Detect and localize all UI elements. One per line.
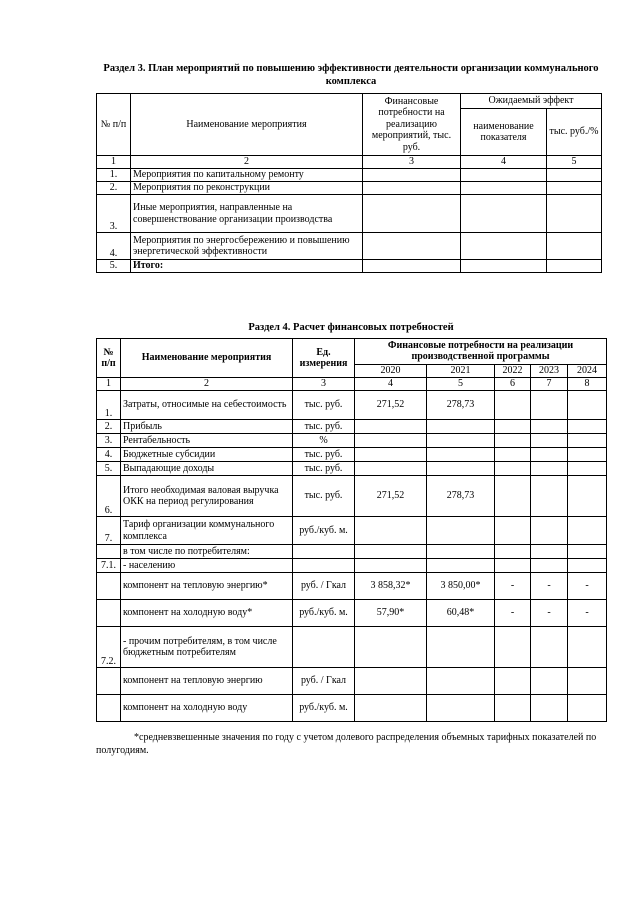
s4-row-num: 3. [97, 434, 121, 448]
s4-colnum: 3 [293, 378, 355, 391]
s4-colnum: 2 [121, 378, 293, 391]
s4-row-name: компонент на холодную воду* [121, 600, 293, 627]
s4-row-name: - населению [121, 559, 293, 573]
table-row [97, 695, 607, 722]
s4-col-numbers [97, 378, 607, 391]
s3-cell [363, 233, 461, 260]
s4-val-2022 [495, 476, 531, 517]
s4-row-unit [293, 627, 355, 668]
s3-row-num: 5. [97, 260, 131, 273]
s4-val-2022 [495, 391, 531, 420]
section3-title: Раздел 3. План мероприятий по повышению эффективности деятельности организации коммунального комплекса [103, 63, 599, 87]
s4-row-unit [293, 545, 355, 559]
s4-val-2022 [495, 559, 531, 573]
s3-header-effect: Ожидаемый эффект [461, 94, 602, 109]
s4-val-2023 [531, 391, 568, 420]
table-row [97, 476, 607, 517]
s4-year: 2022 [495, 364, 531, 377]
s4-val-2021 [427, 434, 495, 448]
s4-val-2024 [568, 627, 607, 668]
s4-row-unit: тыс. руб. [293, 391, 355, 420]
s4-val-2024 [568, 559, 607, 573]
s4-row-name: компонент на холодную воду [121, 695, 293, 722]
s4-val-2020: 271,52 [355, 391, 427, 420]
s4-val-2023 [531, 627, 568, 668]
s4-colnum: 8 [568, 378, 607, 391]
s3-cell [461, 182, 547, 195]
s4-val-2022 [495, 695, 531, 722]
s4-val-2020 [355, 448, 427, 462]
s4-val-2021 [427, 462, 495, 476]
s4-val-2020 [355, 668, 427, 695]
s3-row-name: Итого: [131, 260, 363, 273]
s3-cell [363, 195, 461, 233]
s4-val-2024 [568, 517, 607, 545]
s4-val-2022 [495, 627, 531, 668]
s3-header-finance: Финансовые потребности на реализацию мероприятий, тыс. руб. [363, 94, 461, 156]
s4-val-2020 [355, 434, 427, 448]
s3-cell [363, 169, 461, 182]
s4-row-unit: тыс. руб. [293, 476, 355, 517]
s4-val-2024 [568, 668, 607, 695]
s3-cell [461, 233, 547, 260]
s4-val-2024 [568, 695, 607, 722]
s4-val-2024 [568, 448, 607, 462]
table-row [97, 420, 607, 434]
s4-row-name: Выпадающие доходы [121, 462, 293, 476]
s4-val-2022 [495, 545, 531, 559]
s4-row-name: Тариф организации коммунального комплекса [121, 517, 293, 545]
s4-val-2023 [531, 559, 568, 573]
s4-colnum: 1 [97, 378, 121, 391]
s4-row-unit [293, 559, 355, 573]
table-row [97, 182, 602, 195]
s4-val-2023: - [531, 573, 568, 600]
s4-row-num [97, 573, 121, 600]
s4-val-2021 [427, 559, 495, 573]
s4-row-unit: руб./куб. м. [293, 695, 355, 722]
s4-header-num: № п/п [97, 339, 121, 378]
s3-cell [547, 169, 602, 182]
s4-val-2023 [531, 434, 568, 448]
s4-val-2021 [427, 695, 495, 722]
s4-row-num: 7.2. [97, 627, 121, 668]
s4-val-2021 [427, 517, 495, 545]
table-row [97, 462, 607, 476]
s4-val-2020 [355, 545, 427, 559]
s4-val-2020 [355, 627, 427, 668]
table-row [97, 233, 602, 260]
table-row [97, 559, 607, 573]
s4-row-unit: тыс. руб. [293, 420, 355, 434]
s4-val-2024 [568, 391, 607, 420]
table-row [97, 434, 607, 448]
s4-val-2020: 271,52 [355, 476, 427, 517]
s4-row-num [97, 600, 121, 627]
section3-table [96, 93, 602, 273]
s3-cell [547, 182, 602, 195]
s4-val-2021 [427, 448, 495, 462]
s4-val-2022 [495, 668, 531, 695]
s4-header-finance: Финансовые потребности на реализации производственной программы [355, 339, 607, 365]
s4-header-name: Наименование мероприятия [121, 339, 293, 378]
s4-val-2024 [568, 462, 607, 476]
s4-val-2024 [568, 434, 607, 448]
s4-row-name: Рентабельность [121, 434, 293, 448]
table-row [97, 573, 607, 600]
s3-colnum: 4 [461, 156, 547, 169]
s4-header-unit: Ед. измерения [293, 339, 355, 378]
s4-val-2020 [355, 420, 427, 434]
s3-header-indicator: наименование показателя [461, 109, 547, 156]
footnote: *средневзвешенные значения по году с учетом долевого распределения объемных тарифных показателей по полугодиям. [96, 732, 597, 756]
s3-cell [461, 169, 547, 182]
s4-row-unit: руб./куб. м. [293, 517, 355, 545]
section4-title: Раздел 4. Расчет финансовых потребностей [248, 322, 454, 333]
s4-val-2021: 278,73 [427, 391, 495, 420]
s3-row-name: Мероприятия по реконструкции [131, 182, 363, 195]
s4-row-num [97, 695, 121, 722]
s4-year: 2023 [531, 364, 568, 377]
s3-header-name: Наименование мероприятия [131, 94, 363, 156]
s4-val-2024 [568, 420, 607, 434]
table-row [97, 448, 607, 462]
s4-val-2022 [495, 448, 531, 462]
s4-val-2020: 3 858,32* [355, 573, 427, 600]
s3-row-name: Иные мероприятия, направленные на совершенствование организации производства [131, 195, 363, 233]
s4-row-num: 7.1. [97, 559, 121, 573]
s4-row-name: Затраты, относимые на себестоимость [121, 391, 293, 420]
s4-val-2022 [495, 462, 531, 476]
s4-colnum: 7 [531, 378, 568, 391]
s3-cell [363, 182, 461, 195]
s3-row-name: Мероприятия по энергосбережению и повышению энергетической эффективности [131, 233, 363, 260]
s4-colnum: 5 [427, 378, 495, 391]
section4-table [96, 338, 607, 722]
s4-val-2024 [568, 545, 607, 559]
s4-val-2023 [531, 517, 568, 545]
s4-row-name: Итого необходимая валовая выручка ОКК на период регулирования [121, 476, 293, 517]
s4-val-2021 [427, 668, 495, 695]
s4-colnum: 4 [355, 378, 427, 391]
s4-row-name: в том числе по потребителям: [121, 545, 293, 559]
table-row [97, 169, 602, 182]
table-row [97, 260, 602, 273]
s3-colnum: 2 [131, 156, 363, 169]
s3-row-num: 2. [97, 182, 131, 195]
s4-val-2023 [531, 420, 568, 434]
table-row [97, 668, 607, 695]
s4-year: 2020 [355, 364, 427, 377]
s4-val-2023 [531, 668, 568, 695]
s4-val-2020 [355, 559, 427, 573]
s4-val-2022 [495, 434, 531, 448]
s4-val-2023 [531, 462, 568, 476]
s4-val-2021: 60,48* [427, 600, 495, 627]
s4-row-num [97, 668, 121, 695]
s4-val-2020 [355, 517, 427, 545]
s4-val-2022 [495, 517, 531, 545]
s4-row-num: 7. [97, 517, 121, 545]
s4-row-unit: руб. / Гкал [293, 668, 355, 695]
s4-row-name: - прочим потребителям, в том числе бюджетным потребителям [121, 627, 293, 668]
s3-colnum: 1 [97, 156, 131, 169]
s4-row-num: 2. [97, 420, 121, 434]
s4-val-2023 [531, 476, 568, 517]
table-row [97, 195, 602, 233]
s3-col-numbers [97, 156, 602, 169]
s4-val-2024: - [568, 600, 607, 627]
s4-val-2020 [355, 462, 427, 476]
s4-row-unit: руб./куб. м. [293, 600, 355, 627]
s4-row-unit: тыс. руб. [293, 462, 355, 476]
s4-row-num: 4. [97, 448, 121, 462]
s4-row-unit: тыс. руб. [293, 448, 355, 462]
s3-cell [547, 195, 602, 233]
s3-cell [363, 260, 461, 273]
s4-row-unit: % [293, 434, 355, 448]
s3-row-name: Мероприятия по капитальному ремонту [131, 169, 363, 182]
s4-colnum: 6 [495, 378, 531, 391]
s4-val-2023 [531, 448, 568, 462]
s3-colnum: 5 [547, 156, 602, 169]
s3-header-unit: тыс. руб./% [547, 109, 602, 156]
s4-row-num [97, 545, 121, 559]
s4-val-2021: 3 850,00* [427, 573, 495, 600]
s4-val-2020: 57,90* [355, 600, 427, 627]
s4-year: 2024 [568, 364, 607, 377]
s4-val-2023: - [531, 600, 568, 627]
s4-val-2021: 278,73 [427, 476, 495, 517]
s4-row-name: компонент на тепловую энергию* [121, 573, 293, 600]
s3-colnum: 3 [363, 156, 461, 169]
s4-val-2023 [531, 545, 568, 559]
s3-row-num: 1. [97, 169, 131, 182]
s3-row-num: 4. [97, 233, 131, 260]
s4-row-num: 1. [97, 391, 121, 420]
table-row [97, 517, 607, 545]
s4-row-num: 6. [97, 476, 121, 517]
s3-cell [547, 260, 602, 273]
s3-row-num: 3. [97, 195, 131, 233]
s4-year: 2021 [427, 364, 495, 377]
s3-header-num: № п/п [97, 94, 131, 156]
s4-val-2021 [427, 420, 495, 434]
s4-val-2022 [495, 420, 531, 434]
s4-row-name: Бюджетные субсидии [121, 448, 293, 462]
s4-val-2020 [355, 695, 427, 722]
table-row [97, 391, 607, 420]
s4-val-2021 [427, 545, 495, 559]
table-row [97, 600, 607, 627]
s4-body [97, 391, 607, 722]
s4-val-2021 [427, 627, 495, 668]
s3-cell [461, 195, 547, 233]
s4-val-2022: - [495, 600, 531, 627]
table-row [97, 627, 607, 668]
s3-cell [547, 233, 602, 260]
s4-val-2024 [568, 476, 607, 517]
s4-val-2023 [531, 695, 568, 722]
s4-val-2024: - [568, 573, 607, 600]
table-row [97, 545, 607, 559]
s4-val-2022: - [495, 573, 531, 600]
s4-row-name: Прибыль [121, 420, 293, 434]
s4-row-name: компонент на тепловую энергию [121, 668, 293, 695]
s3-cell [461, 260, 547, 273]
s4-row-num: 5. [97, 462, 121, 476]
s4-row-unit: руб. / Гкал [293, 573, 355, 600]
